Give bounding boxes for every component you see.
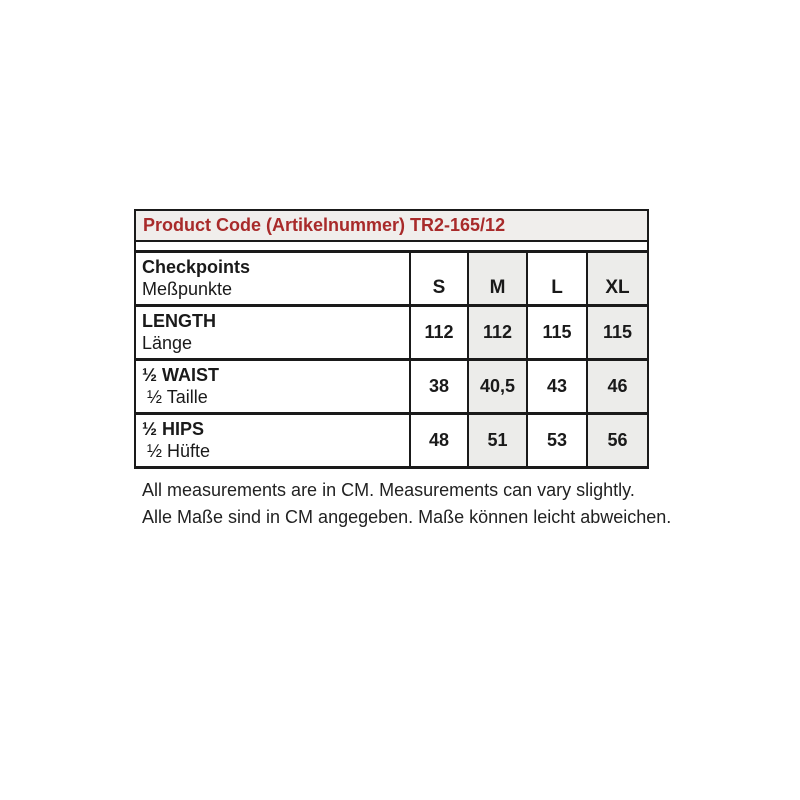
- value-cell-xl: 46: [587, 359, 648, 413]
- measurement-note-en: All measurements are in CM. Measurements can vary slightly.: [142, 480, 635, 500]
- row-label-de: Länge: [142, 332, 193, 353]
- value-cell-s: 48: [410, 413, 468, 467]
- value-cell-s: 112: [410, 305, 468, 359]
- size-column-header-l: L: [527, 251, 587, 305]
- table-header-row: [135, 251, 648, 305]
- checkpoints-label-de: Meßpunkte: [142, 278, 233, 299]
- product-code-row: [135, 210, 648, 241]
- size-column-header-xl: XL: [587, 251, 648, 305]
- measurement-note: [142, 477, 671, 531]
- row-label-en: ½ WAIST: [142, 364, 220, 385]
- size-column-header-m: M: [468, 251, 527, 305]
- row-label-de: ½ Hüfte: [142, 440, 211, 461]
- row-label-cell: [135, 413, 410, 467]
- value-cell-m: 112: [468, 305, 527, 359]
- product-code-header: Product Code (Artikelnummer) TR2-165/12: [135, 210, 648, 241]
- value-cell-l: 53: [527, 413, 587, 467]
- table-row-length: [135, 305, 648, 359]
- row-label-en: ½ HIPS: [142, 418, 205, 439]
- value-cell-m: 51: [468, 413, 527, 467]
- value-cell-xl: 56: [587, 413, 648, 467]
- table-row-waist: [135, 359, 648, 413]
- table-row-hips: [135, 413, 648, 467]
- value-cell-l: 115: [527, 305, 587, 359]
- spacer-row: [135, 241, 648, 251]
- size-column-header-s: S: [410, 251, 468, 305]
- row-label-cell: [135, 305, 410, 359]
- row-label-de: ½ Taille: [142, 386, 208, 407]
- checkpoints-header-cell: [135, 251, 410, 305]
- spacer-cell: [135, 241, 648, 251]
- checkpoints-label-en: Checkpoints: [142, 256, 251, 277]
- value-cell-xl: 115: [587, 305, 648, 359]
- measurement-note-de: Alle Maße sind in CM angegeben. Maße können leicht abweichen.: [142, 507, 672, 527]
- row-label-en: LENGTH: [142, 310, 216, 331]
- size-chart-table: [134, 209, 649, 469]
- row-label-cell: [135, 359, 410, 413]
- value-cell-s: 38: [410, 359, 468, 413]
- value-cell-m: 40,5: [468, 359, 527, 413]
- value-cell-l: 43: [527, 359, 587, 413]
